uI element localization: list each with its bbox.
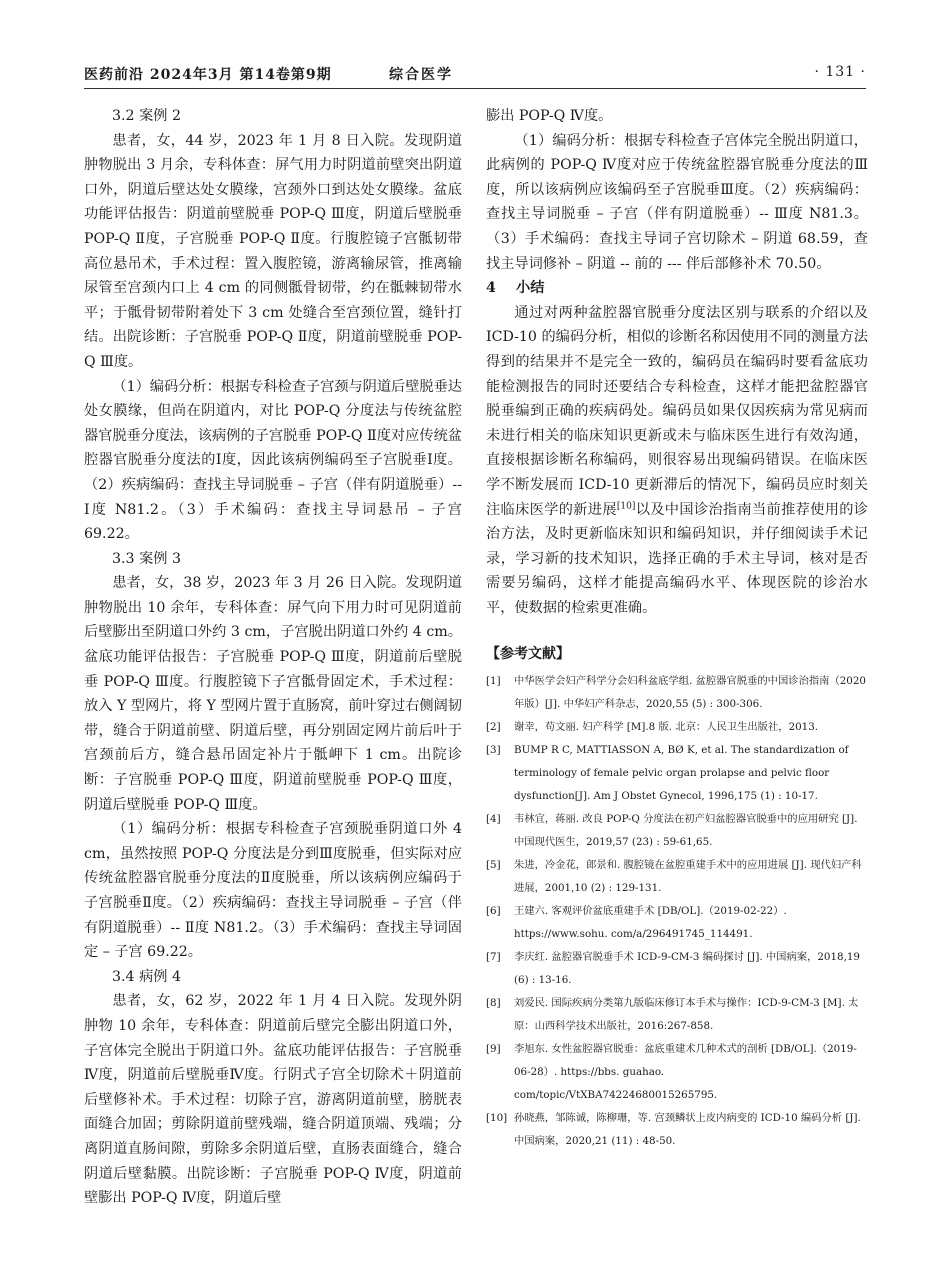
case4-paragraph: 患者，女，62 岁，2022 年 1 月 4 日入院。发现外阴肿物 10 余年，专科体查：阴道前后壁完全膨出阴道口外，子宫体完全脱出于阴道口外。盆底功能评估报告：子宫脱垂Ⅳ度，阴道前后壁脱垂Ⅳ度。行阴式子宫全切除术＋阴道前后壁修补术。手术过程：切除子宫，游离阴道前壁，膀胱表面缝合加固；剪除阴道前壁残端，缝合阴道顶端、残端；分离阴道直肠间隙，剪除多余阴道后壁，直肠表面缝合，缝合阴道后壁黏膜。出院诊断：子宫脱垂 POP-Q Ⅳ度，阴道前壁膨出 POP-Q Ⅳ度，阴道后壁 [84, 993, 462, 1207]
case4-continuation: 膨出 POP-Q Ⅳ度。 [486, 108, 613, 124]
reference-item [486, 739, 868, 808]
reference-text: 朱进，冷金花，郎景和. 腹腔镜在盆腔重建手术中的应用进展 [J]. 现代妇产科进展，2001,10 (2) : 129-131. [514, 859, 862, 895]
summary-text-2: 以及中国诊治指南当前推荐使用的诊治方法，及时更新临床知识和编码知识，并仔细阅读手术记录，学习新的技术知识，选择正确的手术主导词，核对是否需要另编码，这样才能提高编码水平、体现医院的诊治水平，使数据的检索更准确。 [486, 501, 868, 616]
case2-analysis: （1）编码分析：根据专科检查子宫颈与阴道后壁脱垂达处女膜缘，但尚在阴道内，对比 POP-Q 分度法与传统盆腔器官脱垂分度法，该病例的子宫脱垂 POP-Q Ⅱ度对应传统盆腔器官脱垂分度法的Ⅰ度，因此该病例编码至子宫脱垂Ⅰ度。（2）疾病编码：查找主导词脱垂 – 子宫（伴有阴道脱垂）-- Ⅰ度 N81.2。（3）手术编码：查找主导词悬吊 – 子宫 69.22。 [84, 378, 462, 543]
reference-number: [8] [486, 997, 501, 1010]
case4-heading: 3.4 病例 4 [112, 968, 181, 985]
reference-number: [2] [486, 721, 501, 734]
reference-text: 李庆红. 盆腔器官脱垂手术 ICD-9-CM-3 编码探讨 [J]. 中国病案，2018,19 (6) : 13-16. [514, 951, 860, 987]
reference-item [486, 808, 868, 854]
page-number: · 131 · [814, 64, 866, 80]
reference-item [486, 946, 868, 992]
reference-item [486, 1038, 868, 1107]
case3-paragraph: 患者，女，38 岁，2023 年 3 月 26 日入院。发现阴道肿物脱出 10 余年，专科体查：屏气向下用力时可见阴道前后壁膨出至阴道口外约 3 cm，子宫脱出阴道口外约 4 cm。盆底功能评估报告：子宫脱垂 POP-Q Ⅲ度，阴道前后壁脱垂 POP-Q Ⅲ度。行腹腔镜下子宫骶骨固定术，手术过程：放入 Y 型网片，将 Y 型网片置于直肠窝，前叶穿过右侧阔韧带，缝合于阴道前壁、阴道后壁，再分别固定网片前后叶于宫颈前后方，缝合悬吊固定补片于骶岬下 1 cm。出院诊断：子宫脱垂 POP-Q Ⅲ度，阴道前壁脱垂 POP-Q Ⅲ度，阴道后壁脱垂 POP-Q Ⅲ度。 [84, 575, 462, 813]
references-title: 【参考文献】 [486, 646, 570, 663]
reference-text: 孙晓燕，邹陈诚，陈柳珊，等. 宫颈鳞状上皮内病变的 ICD-10 编码分析 [J]. 中国病案，2020,21 (11) : 48-50. [514, 1112, 861, 1148]
journal-title: 医药前沿 2024年3月 第14卷第9期 [84, 67, 332, 83]
reference-number: [5] [486, 859, 501, 872]
reference-number: [7] [486, 951, 501, 964]
reference-text: 王建六. 客观评价盆底重建手术 [DB/OL].（2019-02-22）. https://www.sohu. com/a/296491745_114491. [514, 905, 787, 941]
reference-text: 李旭东. 女性盆腔器官脱垂：盆底重建术几种术式的剖析 [DB/OL].（2019-06-28）. https://bbs. guahao. com/topic/VtXBA74224680015265795. [514, 1043, 857, 1102]
section-name: 综合医学 [389, 67, 453, 83]
page-header [84, 64, 866, 86]
summary-heading [486, 276, 868, 301]
case2-paragraph: 患者，女，44 岁，2023 年 1 月 8 日入院。发现阴道肿物脱出 3 月余，专科体查：屏气用力时阴道前壁突出阴道口外，阴道后壁达处女膜缘，宫颈外口到达处女膜缘。盆底功能评估报告：阴道前壁脱垂 POP-Q Ⅲ度，阴道后壁脱垂 POP-Q Ⅱ度，子宫脱垂 POP-Q Ⅱ度。行腹腔镜子宫骶韧带高位悬吊术，手术过程：置入腹腔镜，游离输尿管，推离输尿管至宫颈内口上 4 cm 的同侧骶骨韧带，约在骶棘韧带水平；于骶骨韧带附着处下 3 cm 处缝合至宫颈位置，缝针打结。出院诊断：子宫脱垂 POP-Q Ⅱ度，阴道前壁脱垂 POP-Q Ⅲ度。 [84, 132, 462, 370]
reference-number: [10] [486, 1112, 508, 1125]
citation-link[interactable]: [10] [616, 500, 636, 511]
reference-item [486, 992, 868, 1038]
reference-item [486, 1107, 868, 1153]
reference-item [486, 670, 868, 716]
summary-paragraph [486, 301, 868, 621]
reference-number: [6] [486, 905, 501, 918]
reference-number: [1] [486, 675, 501, 688]
reference-item [486, 716, 868, 739]
summary-text-1: 通过对两种盆腔器官脱垂分度法区别与联系的介绍以及 ICD-10 的编码分析，相似的诊断名称因使用不同的测量方法得到的结果并不是完全一致的，编码员在编码时要看盆底功能检测报告的同时还要结合专科检查，这样才能把盆腔器官脱垂编到正确的疾病码处。编码员如果仅因疾病为常见病而未进行相关的临床知识更新或未与临床医生进行有效沟通，直接根据诊断名称编码，则很容易出现编码错误。在临床医学不断发展而 ICD-10 更新滞后的情况下，编码员应时刻关注临床医学的新进展 [486, 304, 868, 518]
case2-heading: 3.2 案例 2 [112, 108, 181, 124]
reference-text: 韦林宜，蒋丽. 改良 POP-Q 分度法在初产妇盆腔器官脱垂中的应用研究 [J]. 中国现代医生，2019,57 (23) : 59-61,65. [514, 813, 858, 849]
reference-number: [4] [486, 813, 501, 826]
reference-number: [9] [486, 1043, 501, 1056]
summary-title: 小结 [516, 280, 545, 297]
reference-number: [3] [486, 744, 501, 757]
references-list [486, 670, 868, 1153]
case3-analysis: （1）编码分析：根据专科检查子宫颈脱垂阴道口外 4 cm，虽然按照 POP-Q 分度法是分到Ⅲ度脱垂，但实际对应传统盆腔器官脱垂分度法的Ⅱ度脱垂，所以该病例应编码于子宫脱垂Ⅱ度。（2）疾病编码：查找主导词脱垂 – 子宫（伴有阴道脱垂）-- Ⅱ度 N81.2。（3）手术编码：查找主导词固定 – 子宫 69.22。 [84, 821, 462, 961]
reference-text: 刘爱民. 国际疾病分类第九版临床修订本手术与操作：ICD-9-CM-3 [M]. 太原：山西科学技术出版社，2016:267-858. [514, 997, 859, 1033]
reference-item [486, 854, 868, 900]
reference-text: BUMP R C, MATTIASSON A, BØ K, et al. The standardization of terminology of female pelvic organ prolapse and pelvic floor dysfunction[J]. Am J Obstet Gynecol, 1996,175 (1) : 10-17. [514, 744, 849, 803]
summary-number: 4 [486, 280, 496, 297]
reference-item [486, 900, 868, 946]
right-column [486, 104, 868, 1153]
reference-text: 谢幸，苟文丽. 妇产科学 [M].8 版. 北京：人民卫生出版社，2013. [514, 721, 819, 734]
reference-text: 中华医学会妇产科学分会妇科盆底学组. 盆腔器官脱垂的中国诊治指南（2020 年版）[J]. 中华妇产科杂志，2020,55 (5) : 300-306. [514, 675, 866, 711]
header-rule [84, 88, 866, 89]
case4-analysis: （1）编码分析：根据专科检查子宫体完全脱出阴道口，此病例的 POP-Q Ⅳ度对应于传统盆腔器官脱垂分度法的Ⅲ度，所以该病例应该编码至子宫脱垂Ⅲ度。（2）疾病编码：查找主导词脱垂 – 子宫（伴有阴道脱垂）-- Ⅲ度 N81.3。（3）手术编码：查找主导词子宫切除术 – 阴道 68.59，查找主导词修补 – 阴道 -- 前的 --- 伴后部修补术 70.50。 [486, 132, 868, 272]
left-column [84, 104, 462, 1211]
case3-heading: 3.3 案例 3 [112, 550, 181, 567]
